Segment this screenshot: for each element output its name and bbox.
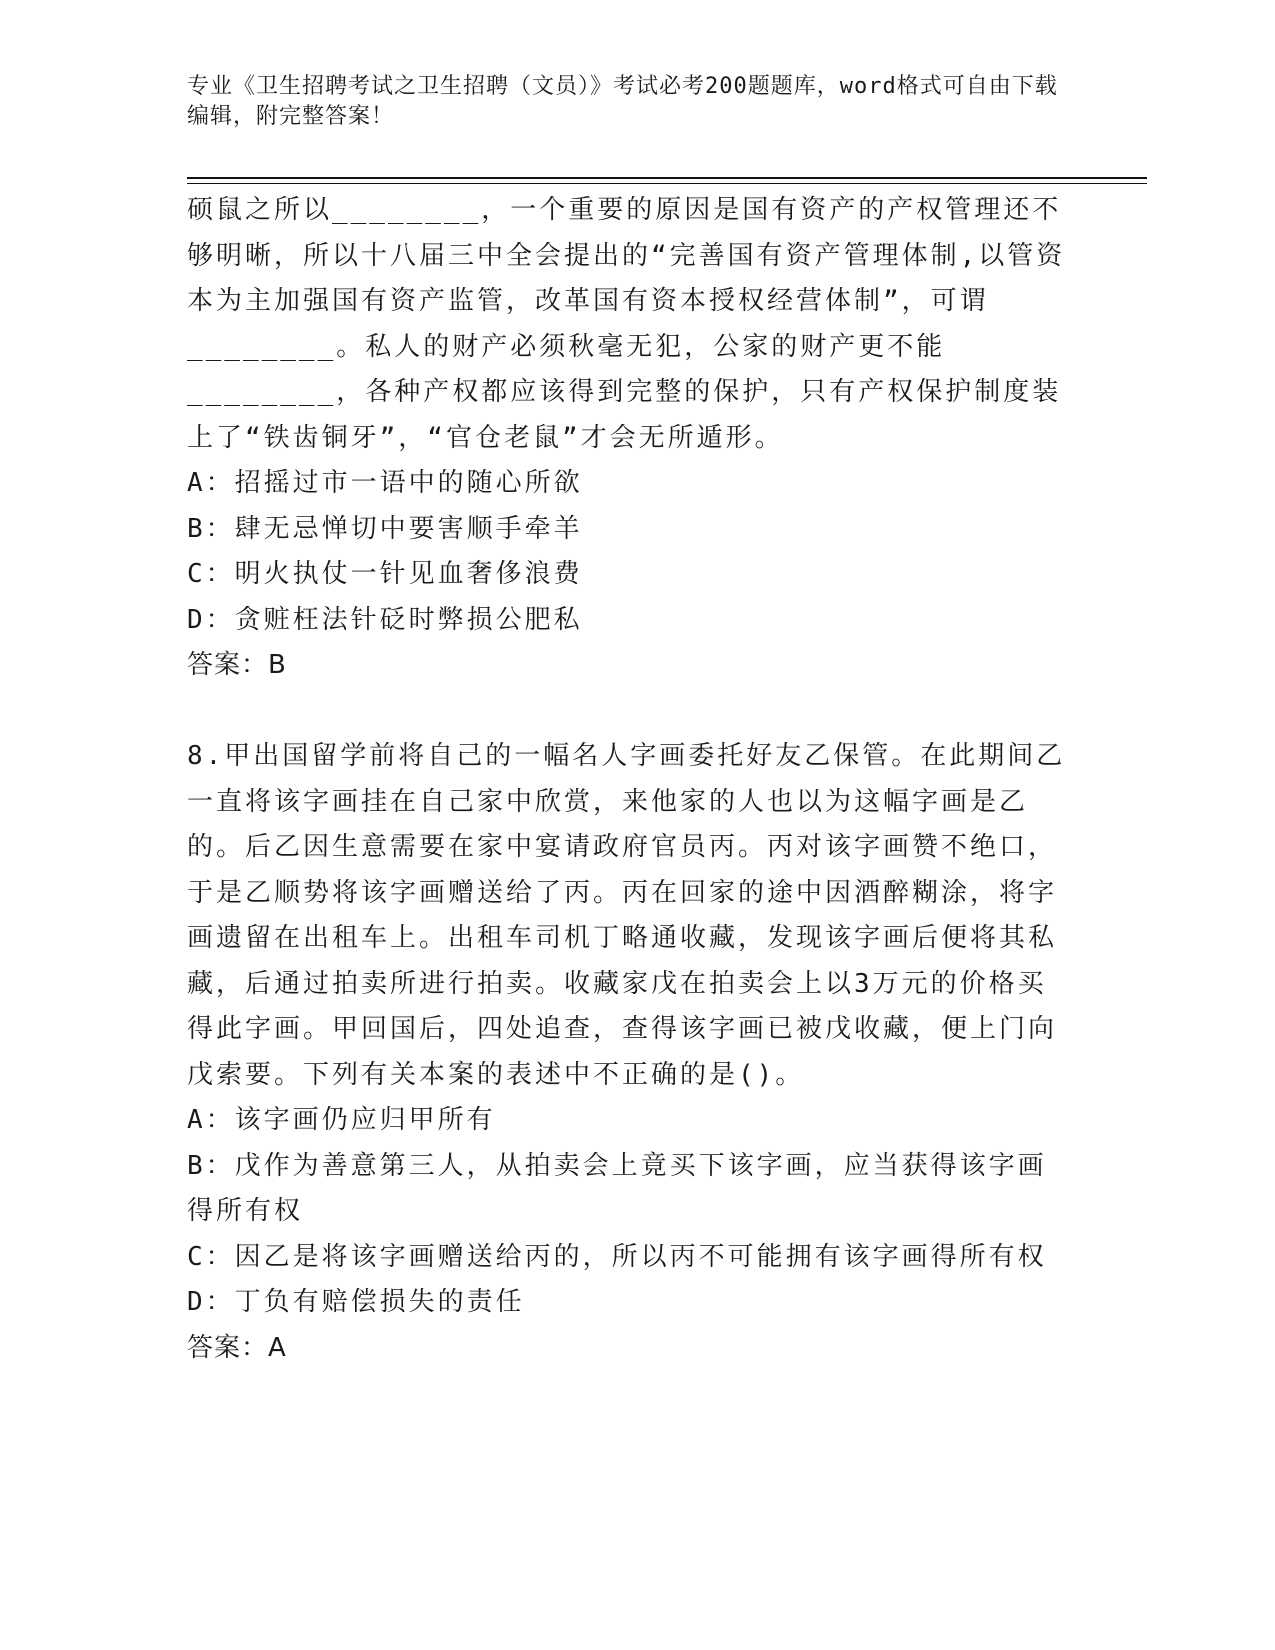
question-block bbox=[187, 188, 1067, 689]
answer-line: 答案：A bbox=[187, 1332, 287, 1363]
spacer bbox=[187, 689, 1067, 735]
option-b: B：戊作为善意第三人，从拍卖会上竟买下该字画，应当获得该字画得所有权 bbox=[187, 1150, 1047, 1226]
option-c: C：明火执仗一针见血奢侈浪费 bbox=[187, 559, 583, 589]
option-d: D：贪赃枉法针砭时弊损公肥私 bbox=[187, 604, 583, 635]
answer-line: 答案：B bbox=[187, 650, 287, 680]
option-c: C：因乙是将该字画赠送给丙的，所以丙不可能拥有该字画得所有权 bbox=[187, 1241, 1047, 1272]
header-title: 专业《卫生招聘考试之卫生招聘（文员）》考试必考200题题库，word格式可自由下载编辑，附完整答案！ bbox=[187, 74, 1058, 129]
document-header bbox=[187, 72, 1067, 132]
header-divider-thick bbox=[187, 177, 1147, 179]
option-d: D：丁负有赔偿损失的责任 bbox=[187, 1287, 525, 1317]
question-stem: 硕鼠之所以________，一个重要的原因是国有资产的产权管理还不够明晰，所以十八届三中全会提出的“完善国有资产管理体制,以管资本为主加强国有资产监管，改革国有资本授权经营体制”，可谓________。私人的财产必须秋毫无犯，公家的财产更不能________，各种产权都应该得到完整的保护，只有产权保护制度装上了“铁齿铜牙”，“官仓老鼠”才会无所遁形。 bbox=[187, 195, 1066, 453]
question-stem: 8.甲出国留学前将自己的一幅名人字画委托好友乙保管。在此期间乙一直将该字画挂在自己家中欣赏，来他家的人也以为这幅字画是乙的。后乙因生意需要在家中宴请政府官员丙。丙对该字画赞不绝口，于是乙顺势将该字画赠送给了丙。丙在回家的途中因酒醉糊涂，将字画遗留在出租车上。出租车司机丁略通收藏，发现该字画后便将其私藏，后通过拍卖所进行拍卖。收藏家戊在拍卖会上以3万元的价格买得此字画。甲回国后，四处追查，查得该字画已被戊收藏，便上门向戊索要。下列有关本案的表述中不正确的是()。 bbox=[187, 741, 1066, 1090]
header-divider-thin bbox=[187, 183, 1147, 184]
question-block bbox=[187, 734, 1067, 1371]
option-a: A：招摇过市一语中的随心所欲 bbox=[187, 468, 583, 498]
document-body bbox=[187, 188, 1067, 1371]
option-b: B：肆无忌惮切中要害顺手牵羊 bbox=[187, 513, 583, 544]
option-a: A：该字画仍应归甲所有 bbox=[187, 1105, 496, 1135]
